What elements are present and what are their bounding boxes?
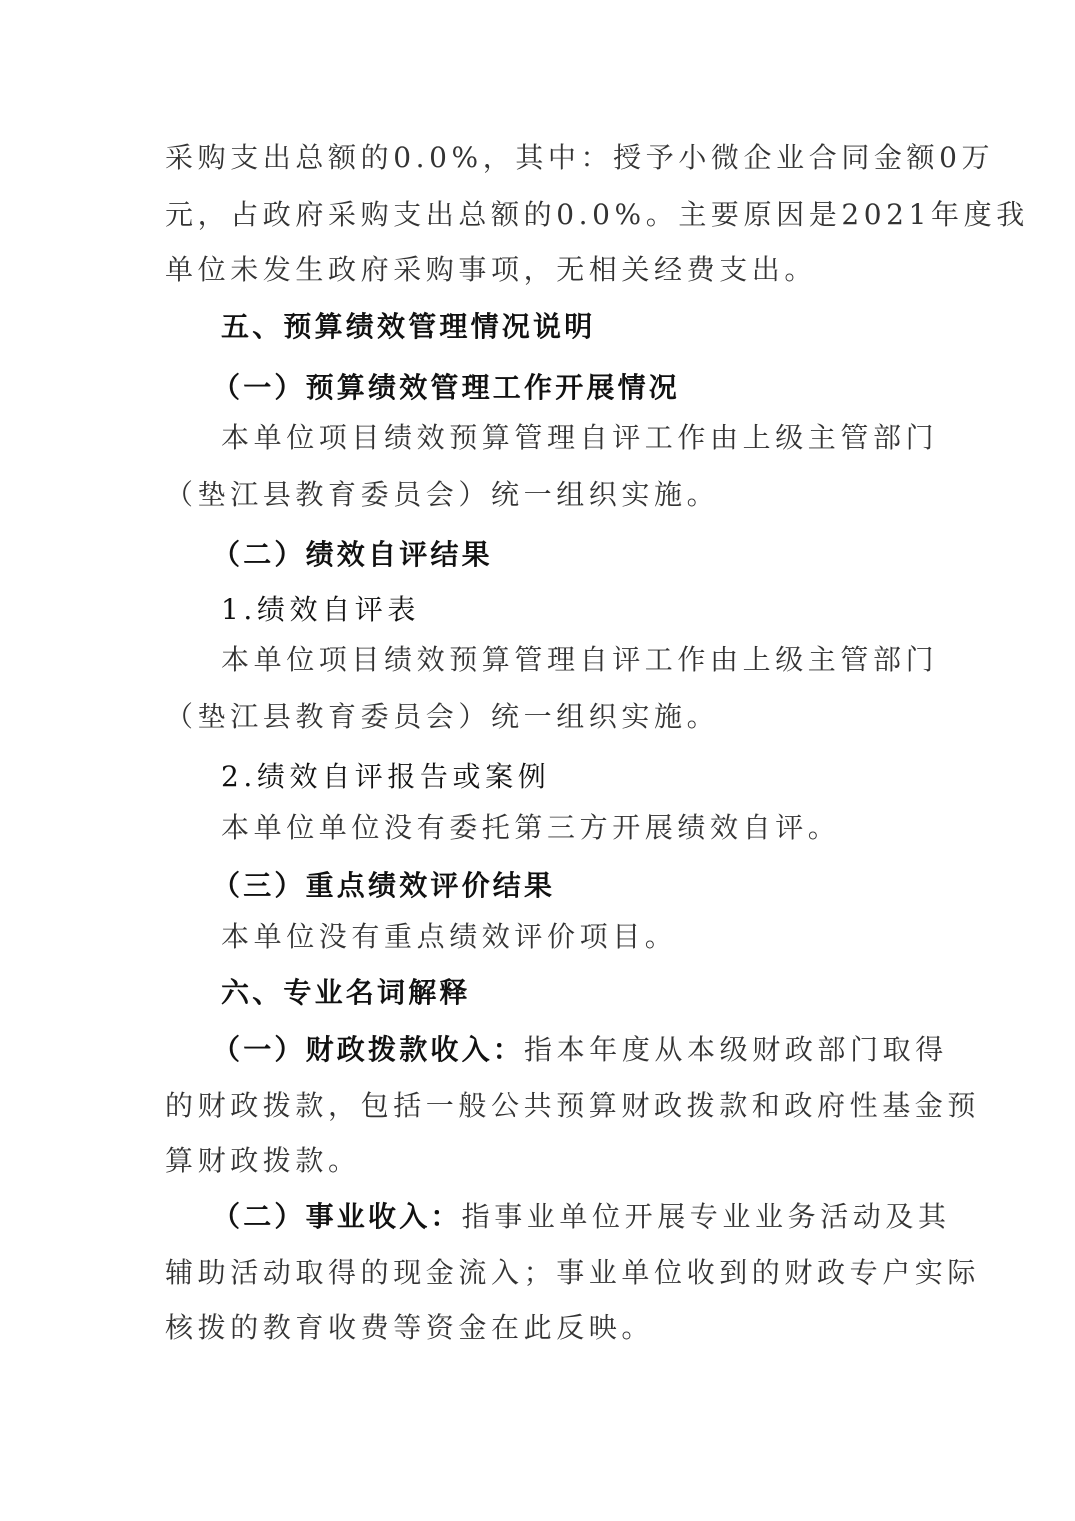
term-2-line-1 bbox=[212, 1197, 951, 1237]
term-1-line-2: 的财政拨款，包括一般公共预算财政拨款和政府性基金预 bbox=[165, 1089, 981, 1122]
term-1-line-1 bbox=[212, 1030, 948, 1070]
term-2-label: （二）事业收入： bbox=[212, 1200, 462, 1233]
self-evaluation-table-line-1: 本单位项目绩效预算管理自评工作由上级主管部门 bbox=[221, 643, 939, 676]
section-5-3-heading: （三）重点绩效评价结果 bbox=[212, 869, 556, 902]
term-1-line-3: 算财政拨款。 bbox=[165, 1144, 361, 1177]
section-5-heading: 五、预算绩效管理情况说明 bbox=[221, 310, 596, 343]
procurement-line-3: 单位未发生政府采购事项，无相关经费支出。 bbox=[165, 253, 818, 286]
section-5-3-line-1: 本单位没有重点绩效评价项目。 bbox=[221, 920, 678, 953]
procurement-line-2: 元，占政府采购支出总额的0.0%。主要原因是2021年度我 bbox=[165, 198, 1029, 231]
self-evaluation-table-line-2: （垫江县教育委员会）统一组织实施。 bbox=[165, 700, 720, 733]
term-1-label: （一）财政拨款收入： bbox=[212, 1033, 525, 1066]
term-2-line-2: 辅助活动取得的现金流入；事业单位收到的财政专户实际 bbox=[165, 1256, 981, 1289]
self-evaluation-report-line-1: 本单位单位没有委托第三方开展绩效自评。 bbox=[221, 811, 841, 844]
term-2-line-3: 核拨的教育收费等资金在此反映。 bbox=[165, 1311, 655, 1344]
term-1-text-1: 指本年度从本级财政部门取得 bbox=[524, 1033, 948, 1066]
section-5-2-heading: （二）绩效自评结果 bbox=[212, 538, 493, 571]
term-2-text-1: 指事业单位开展专业业务活动及其 bbox=[461, 1200, 951, 1233]
section-5-1-line-2: （垫江县教育委员会）统一组织实施。 bbox=[165, 478, 720, 511]
section-5-1-line-1: 本单位项目绩效预算管理自评工作由上级主管部门 bbox=[221, 421, 939, 454]
procurement-line-1: 采购支出总额的0.0%，其中：授予小微企业合同金额0万 bbox=[165, 141, 995, 174]
section-6-heading: 六、专业名词解释 bbox=[221, 976, 471, 1009]
self-evaluation-report-title: 2.绩效自评报告或案例 bbox=[221, 760, 551, 793]
section-5-1-heading: （一）预算绩效管理工作开展情况 bbox=[212, 371, 681, 404]
self-evaluation-table-title: 1.绩效自评表 bbox=[221, 593, 420, 626]
